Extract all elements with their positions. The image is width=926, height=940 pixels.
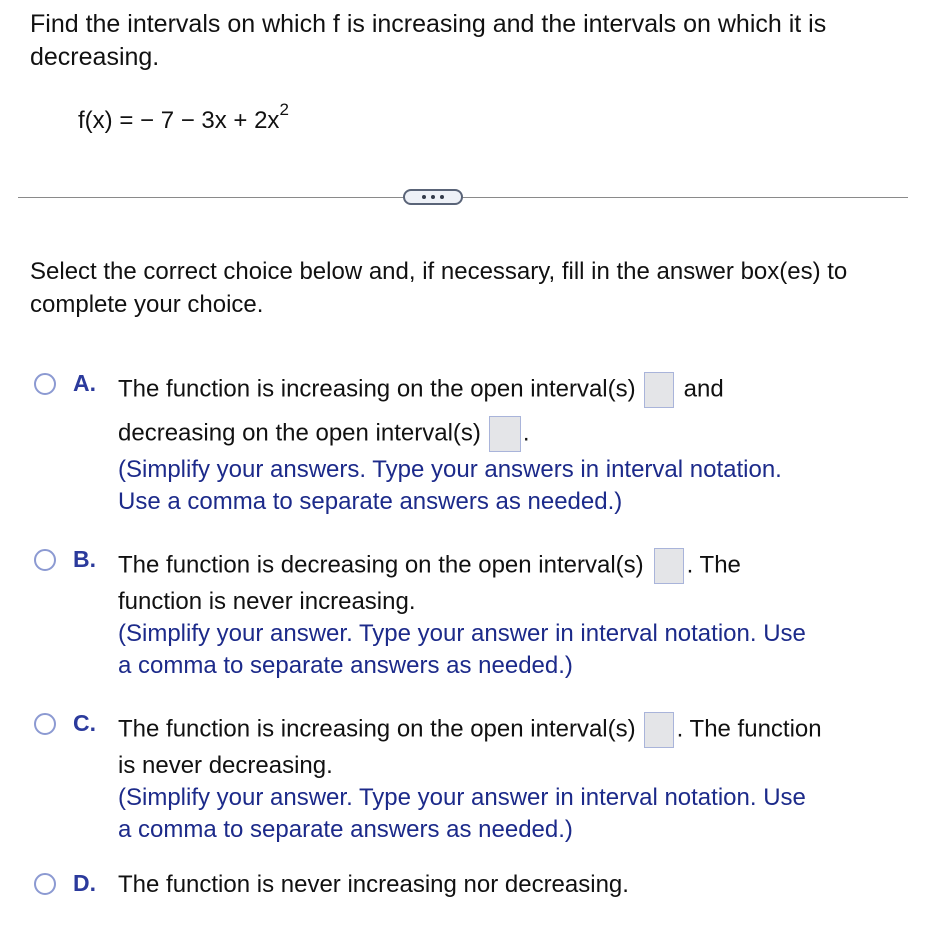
choice-b-line1 (118, 548, 741, 584)
choice-a-text2: decreasing on the open interval(s) (118, 419, 481, 447)
question-prompt: Find the intervals on which f is increasing and the intervals on which it is decreasing. (30, 10, 827, 71)
choice-c-after-text: . The function (676, 715, 822, 743)
choice-a-text: The function is increasing on the open interval(s) (118, 375, 636, 403)
choice-b-letter: B. (73, 546, 96, 572)
choice-a-decreasing-input[interactable] (489, 416, 521, 452)
choice-c-hint2: a comma to separate answers as needed.) (118, 816, 573, 843)
choice-c-increasing-input[interactable] (644, 712, 674, 748)
expand-more-button[interactable] (403, 189, 463, 205)
choice-a-line1 (118, 372, 724, 408)
choice-d-line1: The function is never increasing nor decreasing. (118, 871, 629, 898)
choice-c-line2: is never decreasing. (118, 752, 333, 779)
ellipsis-icon (431, 195, 435, 199)
choice-a-letter: A. (73, 370, 96, 396)
ellipsis-icon (440, 195, 444, 199)
choice-c-hint1: (Simplify your answer. Type your answer in interval notation. Use (118, 784, 806, 811)
choice-b-decreasing-input[interactable] (654, 548, 684, 584)
formula-exponent: 2 (279, 100, 289, 119)
function-formula (78, 100, 289, 135)
choice-d-radio[interactable] (34, 873, 56, 895)
instructions-text: Select the correct choice below and, if necessary, fill in the answer box(es) to complete your choice. (30, 258, 848, 318)
period-text: . (522, 419, 530, 447)
choice-b-line2: function is never increasing. (118, 588, 416, 615)
choice-a-increasing-input[interactable] (644, 372, 674, 408)
choice-c-text: The function is increasing on the open interval(s) (118, 715, 636, 743)
choice-b-hint1: (Simplify your answer. Type your answer in interval notation. Use (118, 620, 806, 647)
choice-b-hint2: a comma to separate answers as needed.) (118, 652, 573, 679)
choice-c-radio[interactable] (34, 713, 56, 735)
choice-a-and-text: and (683, 375, 724, 403)
formula-main: f(x) = − 7 − 3x + 2x (78, 107, 280, 134)
section-divider (18, 197, 908, 198)
choice-c-letter: C. (73, 710, 96, 736)
choice-a-hint2: Use a comma to separate answers as needed.) (118, 488, 623, 515)
choice-b-radio[interactable] (34, 549, 56, 571)
choice-d-letter: D. (73, 870, 96, 896)
choice-a-radio[interactable] (34, 373, 56, 395)
ellipsis-icon (422, 195, 426, 199)
choice-b-after-text: . The (686, 551, 741, 579)
choice-a-line2 (118, 416, 530, 452)
choice-a-hint1: (Simplify your answers. Type your answers in interval notation. (118, 456, 782, 483)
choice-c-line1 (118, 712, 822, 748)
choice-b-text: The function is decreasing on the open interval(s) (118, 551, 644, 579)
